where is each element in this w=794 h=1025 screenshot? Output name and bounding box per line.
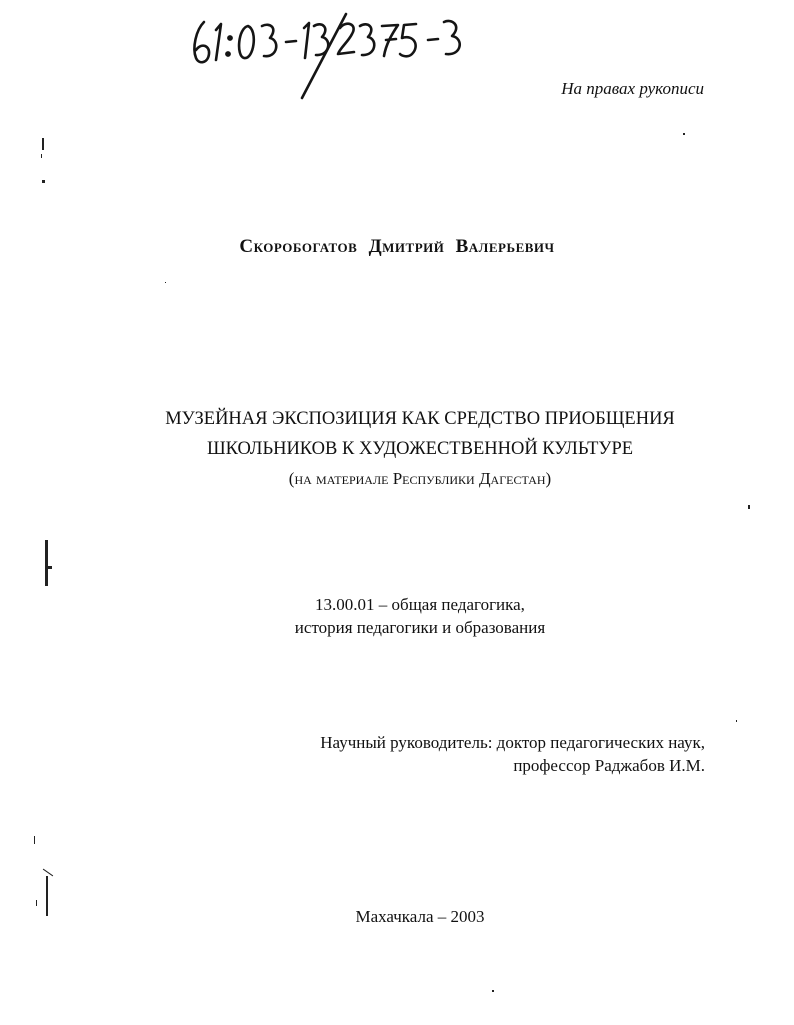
specialty-line-1: 13.00.01 – общая педагогика, — [315, 595, 525, 614]
supervisor-line-1: Научный руководитель: доктор педагогических наук, — [320, 733, 705, 752]
scan-mark — [43, 869, 53, 877]
scan-mark — [748, 505, 750, 509]
scan-mark — [48, 566, 52, 569]
scan-mark — [46, 876, 48, 916]
scan-mark — [42, 180, 45, 183]
scan-mark — [492, 990, 494, 992]
scan-mark — [165, 282, 166, 283]
dissertation-title — [0, 404, 794, 494]
scientific-supervisor — [320, 731, 705, 777]
title-line-2: ШКОЛЬНИКОВ К ХУДОЖЕСТВЕННОЙ КУЛЬТУРЕ — [206, 439, 634, 459]
scan-mark — [42, 138, 44, 150]
scan-mark — [34, 836, 35, 844]
supervisor-line-2: профессор Раджабов И.М. — [513, 756, 705, 775]
specialty-code — [0, 593, 794, 639]
title-line-1: МУЗЕЙНАЯ ЭКСПОЗИЦИЯ КАК СРЕДСТВО ПРИОБЩЕНИЯ — [165, 409, 675, 429]
author-name: Скоробогатов Дмитрий Валерьевич — [239, 236, 555, 257]
scan-mark — [45, 540, 48, 586]
scan-mark — [736, 720, 737, 722]
place-and-year: Махачкала – 2003 — [355, 907, 485, 926]
title-subtitle: (на материале Республики Дагестан) — [288, 469, 552, 488]
scan-mark — [683, 133, 685, 135]
specialty-line-2: история педагогики и образования — [294, 618, 546, 637]
scan-mark — [36, 900, 37, 906]
scan-mark — [41, 154, 42, 158]
manuscript-rights-note: На правах рукописи — [561, 79, 704, 98]
archive-code-handwritten — [186, 8, 486, 104]
